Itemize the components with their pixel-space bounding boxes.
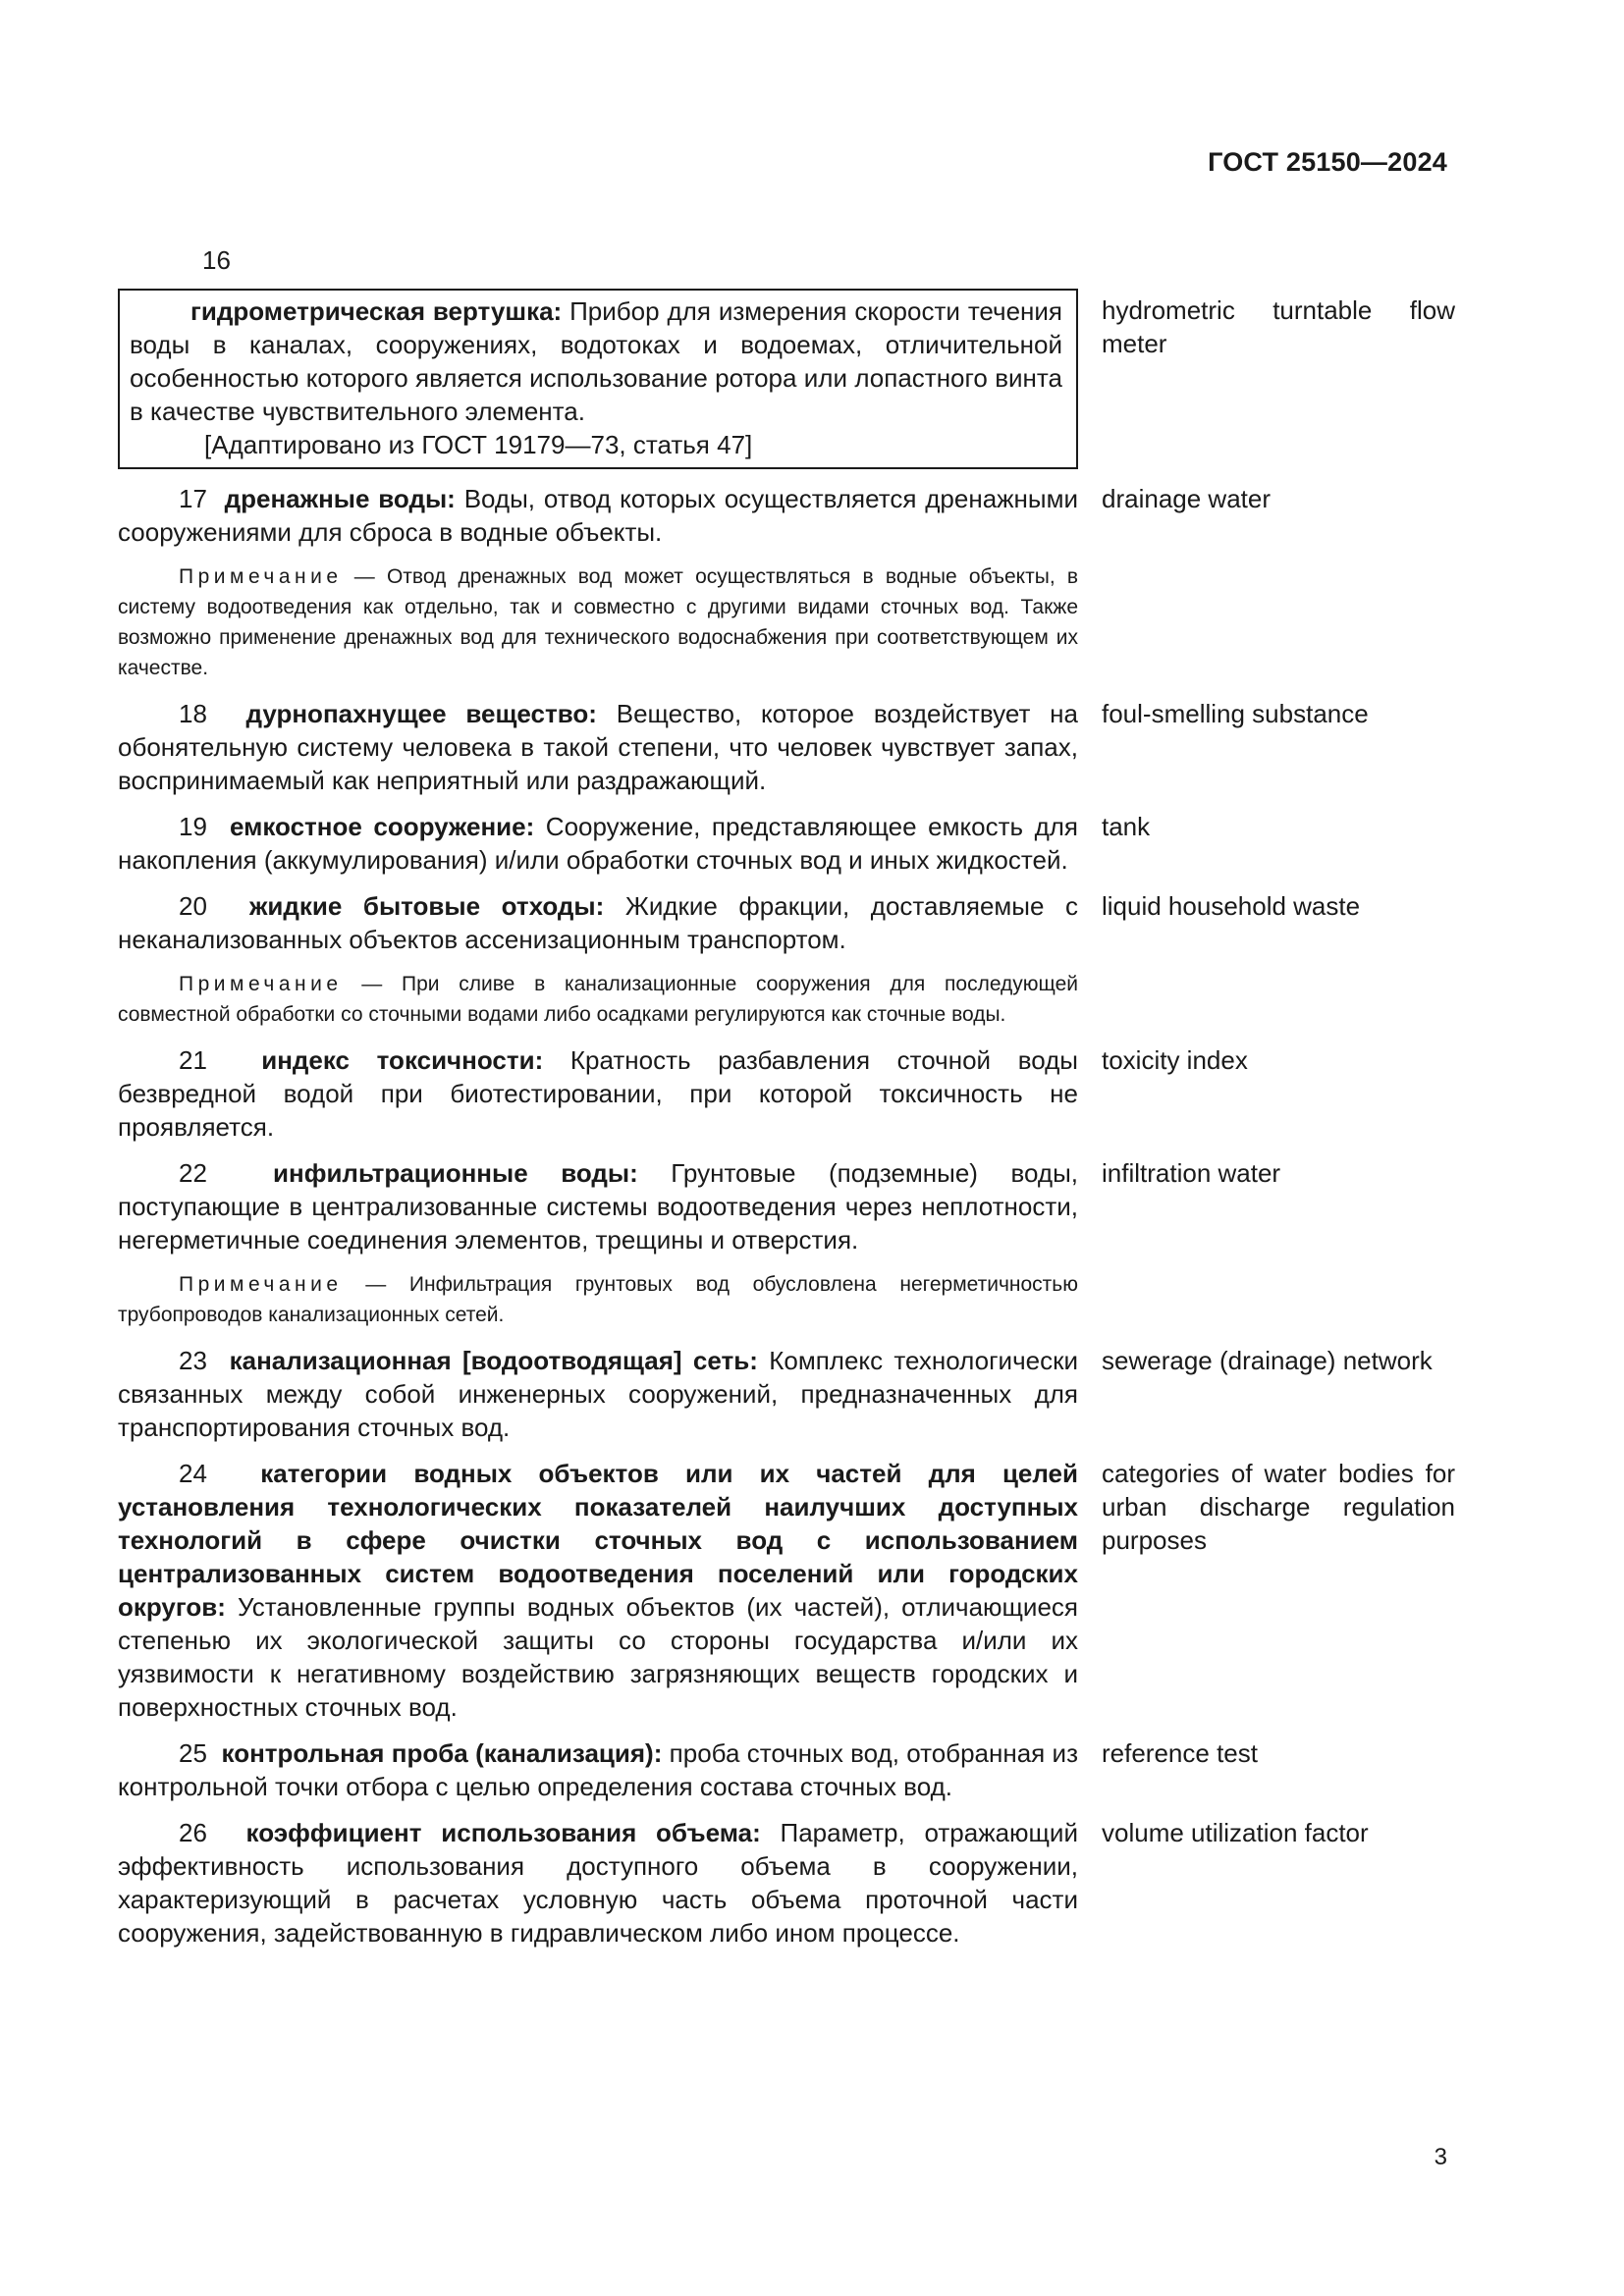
document-header: ГОСТ 25150—2024	[1208, 147, 1447, 177]
term-definition	[118, 482, 1078, 549]
note-text: — Отвод дренажных вод может осуществляться в водные объекты, в систему водоотведения как отдельно, так и совместно с другими видами сточных вод. Также возможно применение дренажных вод для технического водоснабжения при соответствующем их качестве.	[118, 565, 1078, 679]
term-definition	[118, 1043, 1078, 1144]
term-definition	[130, 294, 1062, 428]
term-name: гидрометрическая вертушка:	[190, 296, 563, 326]
term-entry-26	[118, 1816, 1455, 1949]
term-english: tank	[1102, 812, 1151, 841]
note-label: Примечание	[179, 565, 343, 588]
term-definition-text: Установленные группы водных объектов (их частей), отличающиеся степенью их экологической защиты со стороны государства и/или их уязвимости к негативному воздействию загрязняющих веществ городских и поверхностных сточных вод.	[118, 1592, 1078, 1722]
note-label: Примечание	[179, 973, 343, 995]
term-name: категории водных объектов или их частей для целей установления технологических показателей наилучших доступных технологий в сфере очистки сточных вод с использованием централизованных систем водоотведения поселений или городских округов:	[118, 1459, 1079, 1622]
entry-number: 21	[179, 1045, 207, 1075]
term-note	[118, 969, 1078, 1030]
term-definition	[118, 889, 1078, 956]
term-definition	[118, 697, 1078, 797]
term-note	[118, 561, 1078, 683]
term-definition-text: проба сточных вод, отобранная из контрольной точки отбора с целью определения состава сточных вод.	[118, 1738, 1078, 1801]
term-definition	[118, 1816, 1078, 1949]
term-definition	[118, 1457, 1078, 1724]
term-entry-25	[118, 1736, 1455, 1803]
term-english: liquid household waste	[1102, 891, 1361, 921]
entry-number: 26	[179, 1818, 207, 1847]
term-name: индекс токсичности:	[261, 1045, 544, 1075]
term-entry-21	[118, 1043, 1455, 1144]
term-name: контрольная проба (канализация):	[221, 1738, 663, 1768]
term-definition	[118, 1344, 1078, 1444]
term-definition-text: Кратность разбавления сточной воды безвредной водой при биотестировании, при которой токсичность не проявляется.	[118, 1045, 1078, 1142]
term-name: жидкие бытовые отходы:	[248, 891, 605, 921]
entry-number: 20	[179, 891, 207, 921]
term-english: hydrometric turntable flow meter	[1102, 295, 1455, 358]
term-definition-text: Грунтовые (подземные) воды, поступающие в централизованные системы водоотведения через неплотности, негерметичные соединения элементов, трещины и отверстия.	[118, 1158, 1078, 1255]
term-definition-text: Вещество, которое воздействует на обонятельную систему человека в такой степени, что человек чувствует запах, воспринимаемый как неприятный или раздражающий.	[118, 699, 1078, 795]
term-entry-17	[118, 482, 1455, 549]
term-english: foul-smelling substance	[1102, 699, 1369, 728]
term-definition-text: Прибор для измерения скорости течения воды в каналах, сооружениях, водотоках и водоемах, отличительной особенностью которого является использование ротора или лопастного винта в качестве чувствительного элемента.	[130, 296, 1062, 426]
note-text: — При сливе в канализационные сооружения для последующей совместной обработки со сточными водами либо осадками регулируются как сточные воды.	[118, 973, 1078, 1026]
term-definition	[118, 810, 1078, 877]
term-entry-22	[118, 1156, 1455, 1256]
term-english: volume utilization factor	[1102, 1818, 1369, 1847]
term-english: sewerage (drainage) network	[1102, 1346, 1433, 1375]
entry-number: 16	[202, 245, 231, 275]
term-name: емкостное сооружение:	[230, 812, 535, 841]
term-entry-24	[118, 1457, 1455, 1724]
term-name: дурнопахнущее вещество:	[245, 699, 597, 728]
note-label: Примечание	[179, 1273, 343, 1296]
entry-number: 22	[179, 1158, 207, 1188]
entry-number: 25	[179, 1738, 207, 1768]
note-text: — Инфильтрация грунтовых вод обусловлена негерметичностью трубопроводов канализационных сетей.	[118, 1273, 1078, 1326]
page-number: 3	[1434, 2144, 1447, 2170]
term-note	[118, 1269, 1078, 1330]
entry-number: 19	[179, 812, 207, 841]
term-english: toxicity index	[1102, 1045, 1248, 1075]
term-definition-text: Жидкие фракции, доставляемые с неканализованных объектов ассенизационным транспортом.	[118, 891, 1078, 954]
term-box	[118, 289, 1078, 469]
term-definition	[118, 1736, 1078, 1803]
term-definition-text: Сооружение, представляющее емкость для накопления (аккумулирования) и/или обработки сточных вод и иных жидкостей.	[118, 812, 1079, 875]
entry-number: 18	[179, 699, 207, 728]
term-english: infiltration water	[1102, 1158, 1281, 1188]
entry-number: 23	[179, 1346, 207, 1375]
terms-list	[118, 243, 1455, 1962]
term-name: дренажные воды:	[224, 484, 456, 513]
term-english: reference test	[1102, 1738, 1258, 1768]
term-name: инфильтрационные воды:	[273, 1158, 638, 1188]
term-entry-16	[118, 289, 1455, 469]
term-name: коэффициент использования объема:	[245, 1818, 761, 1847]
term-entry-19	[118, 810, 1455, 877]
term-definition	[118, 1156, 1078, 1256]
term-entry-18	[118, 697, 1455, 797]
term-definition-text: Комплекс технологически связанных между собой инженерных сооружений, предназначенных для транспортирования сточных вод.	[118, 1346, 1078, 1442]
entry-number: 24	[179, 1459, 207, 1488]
term-definition-text: Параметр, отражающий эффективность использования доступного объема в сооружении, характеризующий в расчетах условную часть объема проточной части сооружения, задействованную в гидравлическом либо ином процессе.	[118, 1818, 1078, 1948]
term-entry-20	[118, 889, 1455, 956]
term-source: [Адаптировано из ГОСТ 19179—73, статья 47]	[204, 430, 753, 459]
term-english: drainage water	[1102, 484, 1271, 513]
term-name: канализационная [водоотводящая] сеть:	[229, 1346, 758, 1375]
entry-number: 17	[179, 484, 207, 513]
term-entry-23	[118, 1344, 1455, 1444]
term-definition-text: Воды, отвод которых осуществляется дренажными сооружениями для сброса в водные объекты.	[118, 484, 1078, 547]
term-english: categories of water bodies for urban discharge regulation purposes	[1102, 1459, 1455, 1555]
